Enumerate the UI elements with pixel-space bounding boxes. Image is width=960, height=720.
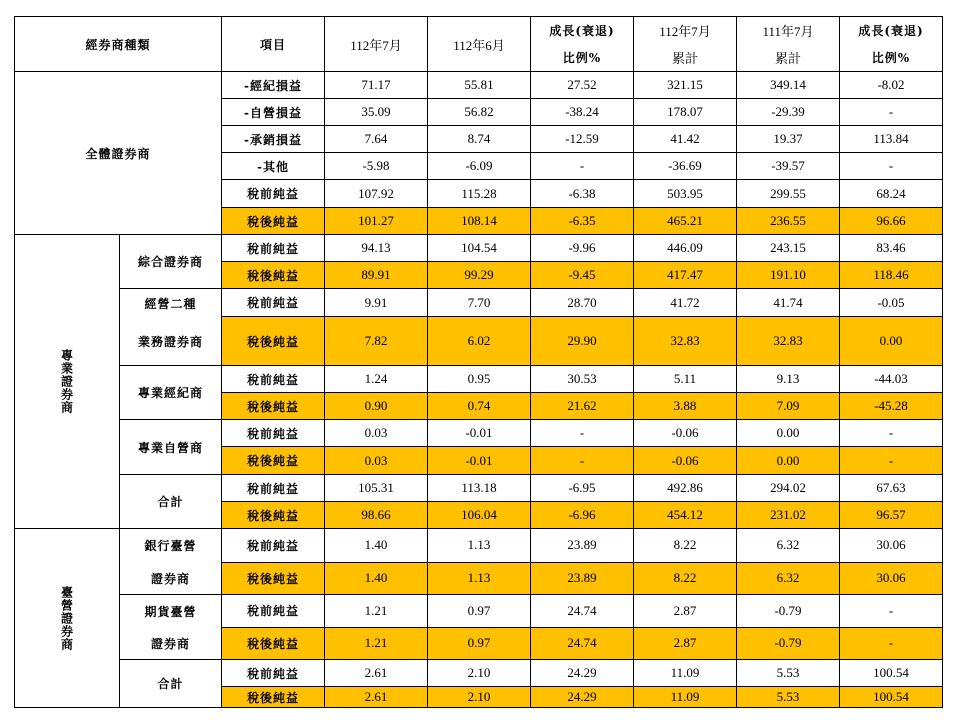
row-item: 稅後純益	[222, 562, 325, 595]
table-row	[15, 529, 943, 563]
cell: 191.10	[737, 262, 840, 289]
header-col2: 112年6月	[428, 17, 531, 72]
cell: -	[840, 420, 943, 447]
cell: 100.54	[840, 687, 943, 708]
cell: 96.57	[840, 502, 943, 529]
cell: -	[840, 447, 943, 475]
cell: 0.90	[325, 393, 428, 420]
cell: -	[840, 153, 943, 180]
cell: 178.07	[634, 99, 737, 126]
cell: -	[531, 420, 634, 447]
cell: -6.95	[531, 475, 634, 502]
cell: 24.29	[531, 687, 634, 708]
cell: 0.74	[428, 393, 531, 420]
cell: 8.22	[634, 562, 737, 595]
cell: -0.79	[737, 627, 840, 660]
sub-prof-broker: 專業經紀商	[120, 366, 222, 420]
cell: 0.00	[840, 317, 943, 366]
cell: 0.00	[737, 447, 840, 475]
cell: -	[840, 627, 943, 660]
cell: 100.54	[840, 660, 943, 687]
cell: 6.32	[737, 562, 840, 595]
cell: 299.55	[737, 180, 840, 208]
cell: 118.46	[840, 262, 943, 289]
row-item: 稅後純益	[222, 627, 325, 660]
sub-bank	[120, 529, 222, 595]
cell: -9.45	[531, 262, 634, 289]
sub-second-line1: 經營二種	[144, 296, 197, 311]
cell: 8.22	[634, 529, 737, 563]
cell: 83.46	[840, 235, 943, 262]
cell: 94.13	[325, 235, 428, 262]
row-item: -經紀損益	[222, 72, 325, 99]
cell: -0.01	[428, 420, 531, 447]
cell: 2.87	[634, 627, 737, 660]
row-item: 稅後純益	[222, 687, 325, 708]
cell: 89.91	[325, 262, 428, 289]
group-local: 臺營證券商	[15, 529, 120, 708]
cell: -	[531, 447, 634, 475]
cell: -5.98	[325, 153, 428, 180]
header-col3-line1: 成長(衰退)	[549, 24, 615, 38]
cell: 30.06	[840, 562, 943, 595]
cell: -45.28	[840, 393, 943, 420]
cell: 294.02	[737, 475, 840, 502]
cell: -29.39	[737, 99, 840, 126]
cell: 243.15	[737, 235, 840, 262]
cell: 24.74	[531, 627, 634, 660]
cell: 24.74	[531, 595, 634, 628]
table-row	[15, 235, 943, 262]
cell: 55.81	[428, 72, 531, 99]
header-col3	[531, 17, 634, 72]
header-col5-line1: 111年7月	[762, 24, 814, 39]
header-item: 項目	[222, 17, 325, 72]
row-item: 稅後純益	[222, 262, 325, 289]
cell: 41.74	[737, 289, 840, 317]
broker-profit-table	[14, 16, 943, 708]
cell: 9.91	[325, 289, 428, 317]
cell: 67.63	[840, 475, 943, 502]
header-col3-line2: 比例%	[562, 51, 602, 65]
cell: 113.18	[428, 475, 531, 502]
cell: 1.21	[325, 627, 428, 660]
cell: 99.29	[428, 262, 531, 289]
cell: 28.70	[531, 289, 634, 317]
row-item: 稅前純益	[222, 366, 325, 393]
cell: 6.02	[428, 317, 531, 366]
report-table-wrapper	[14, 16, 943, 708]
cell: 349.14	[737, 72, 840, 99]
cell: 7.09	[737, 393, 840, 420]
cell: -38.24	[531, 99, 634, 126]
sub-prof-dealer: 專業自營商	[120, 420, 222, 475]
cell: 3.88	[634, 393, 737, 420]
cell: -44.03	[840, 366, 943, 393]
cell: -0.06	[634, 420, 737, 447]
cell: 56.82	[428, 99, 531, 126]
row-item: 稅後純益	[222, 393, 325, 420]
group-all-brokers: 全體證券商	[15, 72, 222, 235]
cell: 30.53	[531, 366, 634, 393]
cell: -	[840, 99, 943, 126]
cell: -9.96	[531, 235, 634, 262]
cell: -0.01	[428, 447, 531, 475]
cell: -6.38	[531, 180, 634, 208]
header-category: 經券商種類	[15, 17, 222, 72]
cell: -39.57	[737, 153, 840, 180]
sub-bank-line1: 銀行臺營	[144, 539, 197, 553]
sub-second-line2: 業務證券商	[137, 334, 203, 349]
cell: 41.42	[634, 126, 737, 153]
header-col6-line2: 比例%	[871, 51, 911, 65]
cell: -	[531, 153, 634, 180]
cell: 11.09	[634, 660, 737, 687]
row-item: 稅前純益	[222, 420, 325, 447]
sub-local-subtotal: 合計	[120, 660, 222, 708]
cell: 5.53	[737, 687, 840, 708]
cell: 2.87	[634, 595, 737, 628]
cell: 7.82	[325, 317, 428, 366]
cell: 446.09	[634, 235, 737, 262]
cell: 0.03	[325, 420, 428, 447]
row-item: -其他	[222, 153, 325, 180]
row-item: 稅前純益	[222, 289, 325, 317]
row-item: -承銷損益	[222, 126, 325, 153]
cell: 7.64	[325, 126, 428, 153]
cell: 98.66	[325, 502, 428, 529]
cell: -0.06	[634, 447, 737, 475]
cell: 96.66	[840, 208, 943, 235]
table-row	[15, 660, 943, 687]
row-item: 稅後純益	[222, 208, 325, 235]
table-row	[15, 475, 943, 502]
cell: 1.21	[325, 595, 428, 628]
cell: 71.17	[325, 72, 428, 99]
cell: 1.24	[325, 366, 428, 393]
header-col5-line2: 累計	[774, 51, 801, 66]
table-row	[15, 420, 943, 447]
cell: 27.52	[531, 72, 634, 99]
cell: 2.61	[325, 687, 428, 708]
cell: 231.02	[737, 502, 840, 529]
table-row	[15, 595, 943, 628]
header-col1: 112年7月	[325, 17, 428, 72]
row-item: 稅前純益	[222, 529, 325, 563]
sub-integrated: 綜合證券商	[120, 235, 222, 289]
cell: -6.96	[531, 502, 634, 529]
cell: 0.00	[737, 420, 840, 447]
cell: 23.89	[531, 562, 634, 595]
cell: 30.06	[840, 529, 943, 563]
sub-prof-subtotal: 合計	[120, 475, 222, 529]
cell: 2.10	[428, 660, 531, 687]
row-item: 稅前純益	[222, 475, 325, 502]
cell: -8.02	[840, 72, 943, 99]
sub-futures-line1: 期貨臺營	[144, 604, 197, 619]
row-item: 稅後純益	[222, 502, 325, 529]
cell: 465.21	[634, 208, 737, 235]
row-item: 稅前純益	[222, 660, 325, 687]
cell: 104.54	[428, 235, 531, 262]
cell: 417.47	[634, 262, 737, 289]
cell: -0.79	[737, 595, 840, 628]
cell: 11.09	[634, 687, 737, 708]
cell: 5.11	[634, 366, 737, 393]
header-col4-line1: 112年7月	[659, 24, 711, 39]
cell: 68.24	[840, 180, 943, 208]
header-col5	[737, 17, 840, 72]
row-item: 稅後純益	[222, 317, 325, 366]
cell: 0.97	[428, 627, 531, 660]
cell: 2.10	[428, 687, 531, 708]
row-item: 稅後純益	[222, 447, 325, 475]
row-item: 稅前純益	[222, 180, 325, 208]
cell: 115.28	[428, 180, 531, 208]
header-col6-line1: 成長(衰退)	[858, 24, 924, 38]
cell: 321.15	[634, 72, 737, 99]
cell: -36.69	[634, 153, 737, 180]
cell: 7.70	[428, 289, 531, 317]
cell: 6.32	[737, 529, 840, 563]
cell: 0.97	[428, 595, 531, 628]
cell: 9.13	[737, 366, 840, 393]
cell: 2.61	[325, 660, 428, 687]
cell: 29.90	[531, 317, 634, 366]
sub-second-business	[120, 289, 222, 366]
cell: 105.31	[325, 475, 428, 502]
sub-futures-line2: 證券商	[150, 636, 190, 651]
row-item: 稅前純益	[222, 595, 325, 628]
cell: 19.37	[737, 126, 840, 153]
cell: 5.53	[737, 660, 840, 687]
cell: 113.84	[840, 126, 943, 153]
row-item: 稅前純益	[222, 235, 325, 262]
cell: 1.40	[325, 529, 428, 563]
cell: 41.72	[634, 289, 737, 317]
cell: 8.74	[428, 126, 531, 153]
cell: 32.83	[634, 317, 737, 366]
header-col4-line2: 累計	[671, 51, 698, 66]
cell: 21.62	[531, 393, 634, 420]
sub-futures	[120, 595, 222, 660]
table-row	[15, 72, 943, 99]
cell: 23.89	[531, 529, 634, 563]
cell: 24.29	[531, 660, 634, 687]
cell: 35.09	[325, 99, 428, 126]
cell: 101.27	[325, 208, 428, 235]
cell: 107.92	[325, 180, 428, 208]
cell: -6.35	[531, 208, 634, 235]
header-col6	[840, 17, 943, 72]
cell: 32.83	[737, 317, 840, 366]
header-row	[15, 17, 943, 72]
cell: 0.95	[428, 366, 531, 393]
cell: 0.03	[325, 447, 428, 475]
cell: 106.04	[428, 502, 531, 529]
cell: 1.13	[428, 529, 531, 563]
cell: -0.05	[840, 289, 943, 317]
cell: 454.12	[634, 502, 737, 529]
cell: 108.14	[428, 208, 531, 235]
cell: -	[840, 595, 943, 628]
cell: 1.13	[428, 562, 531, 595]
cell: -12.59	[531, 126, 634, 153]
cell: -6.09	[428, 153, 531, 180]
sub-bank-line2: 證券商	[150, 571, 190, 586]
cell: 1.40	[325, 562, 428, 595]
group-professional: 專業證券商	[15, 235, 120, 529]
cell: 503.95	[634, 180, 737, 208]
row-item: -自營損益	[222, 99, 325, 126]
cell: 236.55	[737, 208, 840, 235]
header-col4	[634, 17, 737, 72]
table-row	[15, 366, 943, 393]
cell: 492.86	[634, 475, 737, 502]
table-row	[15, 289, 943, 317]
